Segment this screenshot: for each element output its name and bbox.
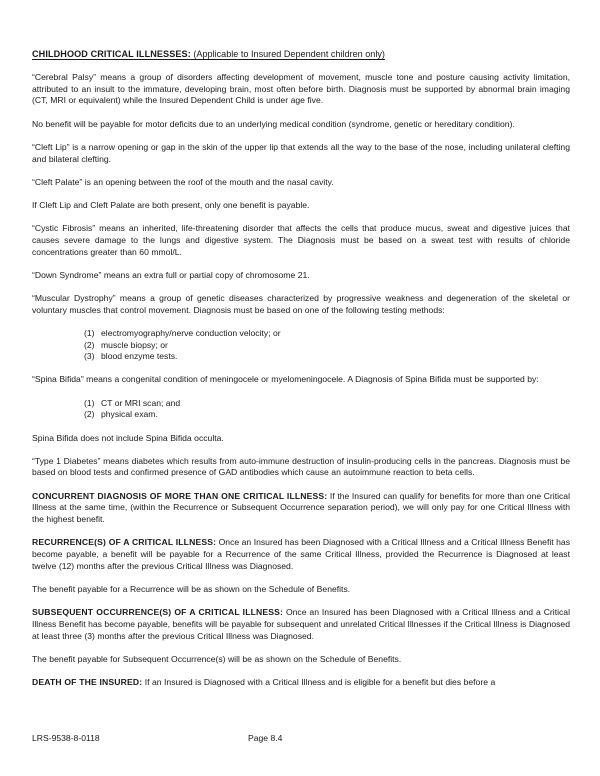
paragraph-cystic-fibrosis: “Cystic Fibrosis” means an inherited, life-threatening disorder that affects the cells that produce mucus, sweat and digestive juices that causes severe damage to the lungs and digestive system. The Diagnosis must be based on a sweat test with results of chloride concentrations greater than 60 mmol/L. bbox=[32, 223, 570, 257]
provision-lead-concurrent-diagnosis: CONCURRENT DIAGNOSIS OF MORE THAN ONE CRITICAL ILLNESS: bbox=[32, 490, 328, 501]
paragraph-death-of-the-insured bbox=[32, 677, 570, 689]
provision-lead-subsequent-occurrence: SUBSEQUENT OCCURRENCE(S) OF A CRITICAL ILLNESS: bbox=[32, 607, 284, 618]
paragraph-subsequent-schedule-note: The benefit payable for Subsequent Occurrence(s) will be as shown on the Schedule of Benefits. bbox=[32, 653, 402, 664]
paragraph-cleft-lip: “Cleft Lip” is a narrow opening or gap in the skin of the upper lip that extends all the way to the base of the nose, including unilateral clefting and bilateral clefting. bbox=[32, 141, 570, 164]
paragraph-cleft-both-present: If Cleft Lip and Cleft Palate are both present, only one benefit is payable. bbox=[32, 199, 310, 210]
list-item bbox=[84, 328, 570, 340]
list-marker: (1) bbox=[84, 327, 95, 338]
provision-text-death-of-insured: If an Insured is Diagnosed with a Critical Illness and is eligible for a benefit but dies before a bbox=[142, 676, 496, 687]
list-item-label: muscle biopsy; or bbox=[101, 339, 168, 350]
provision-text-concurrent-diagnosis: If the Insured can qualify for benefits for more than one Critical Illness at the same time, (within the Recurrence or Subsequent Occurrence separation period), we will only pay for one Critical Illness with the highest benefit. bbox=[32, 490, 570, 525]
provision-text-subsequent-occurrence: Once an Insured has been Diagnosed with a Critical Illness and a Critical Illness Benefit has become payable, benefits will be payable for subsequent and unrelated Critical Illnesses if the Critical Illness is Diagnosed at least three (3) months after the previous Critical Illness was Diagnosed. bbox=[32, 607, 570, 641]
paragraph-recurrence bbox=[32, 537, 570, 572]
section-heading-qualifier: (Applicable to Insured Dependent children only) bbox=[190, 49, 385, 59]
paragraph-muscular-dystrophy: “Muscular Dystrophy” means a group of genetic diseases characterized by progressive weakness and degeneration of the skeletal or voluntary muscles that control movement. Diagnosis must be based on one of the following testing methods: bbox=[32, 292, 570, 315]
list-marker: (2) bbox=[84, 339, 95, 350]
list-item bbox=[84, 409, 570, 421]
list-marker: (3) bbox=[84, 351, 95, 362]
list-item-label: blood enzyme tests. bbox=[101, 351, 178, 362]
paragraph-down-syndrome: “Down Syndrome” means an extra full or partial copy of chromosome 21. bbox=[32, 269, 310, 280]
form-number: LRS-9538-8-0118 bbox=[32, 733, 100, 743]
paragraph-recurrence-schedule-note: The benefit payable for a Recurrence will be as shown on the Schedule of Benefits. bbox=[32, 583, 351, 594]
footer-inner bbox=[32, 732, 570, 744]
list-marker: (2) bbox=[84, 409, 95, 420]
document-body bbox=[32, 48, 570, 689]
paragraph-spina-bifida-occulta-note: Spina Bifida does not include Spina Bifida occulta. bbox=[32, 432, 224, 443]
paragraph-motor-deficits-exclusion: No benefit will be payable for motor deficits due to an underlying medical condition (syndrome, genetic or hereditary condition). bbox=[32, 118, 515, 129]
paragraph-cleft-palate: “Cleft Palate” is an opening between the roof of the mouth and the nasal cavity. bbox=[32, 176, 334, 187]
paragraph-concurrent-diagnosis bbox=[32, 491, 570, 526]
list-item bbox=[84, 340, 570, 352]
list-item-label: physical exam. bbox=[101, 409, 158, 420]
provision-lead-recurrence: RECURRENCE(S) OF A CRITICAL ILLNESS: bbox=[32, 537, 217, 548]
paragraph-type-1-diabetes: “Type 1 Diabetes” means diabetes which results from auto-immune destruction of insulin-producing cells in the pancreas. Diagnosis must be based on blood tests and confirmed presence of GAD antibodies which cause an autoimmune reaction to beta cells. bbox=[32, 455, 570, 478]
provision-text-recurrence: Once an Insured has been Diagnosed with a Critical Illness and a Critical Illness Benefit has become payable, a benefit will be payable for a Recurrence of the same Critical Illness, provided the Recurrence is Diagnosed at least twelve (12) months after the previous Critical Illness was Diagnosed. bbox=[32, 537, 571, 571]
list-marker: (1) bbox=[84, 397, 95, 408]
paragraph-cerebral-palsy: “Cerebral Palsy” means a group of disorders affecting development of movement, muscle tone and posture causing activity limitation, attributed to an insult to the immature, developing brain, most often before birth. Diagnosis must be supported by abnormal brain imaging (CT, MRI or equivalent) while the Insured Dependent Child is under age five. bbox=[32, 72, 570, 106]
paragraph-spina-bifida: “Spina Bifida” means a congenital condition of meningocele or myelomeningocele. A Diagnosis of Spina Bifida must be supported by: bbox=[32, 374, 539, 385]
list-item-label: electromyography/nerve conduction velocity; or bbox=[101, 327, 281, 338]
provision-lead-death-of-insured: DEATH OF THE INSURED: bbox=[32, 676, 143, 687]
spina-bifida-test-list bbox=[32, 398, 570, 421]
page-number: Page 8.4 bbox=[248, 733, 283, 743]
section-heading bbox=[32, 48, 570, 60]
section-heading-bold: CHILDHOOD CRITICAL ILLNESSES: bbox=[32, 49, 191, 59]
paragraph-subsequent-occurrence bbox=[32, 607, 570, 642]
list-item bbox=[84, 351, 570, 363]
page-footer bbox=[32, 732, 570, 744]
list-item bbox=[84, 398, 570, 410]
muscular-dystrophy-test-list bbox=[32, 328, 570, 363]
list-item-label: CT or MRI scan; and bbox=[101, 397, 181, 408]
